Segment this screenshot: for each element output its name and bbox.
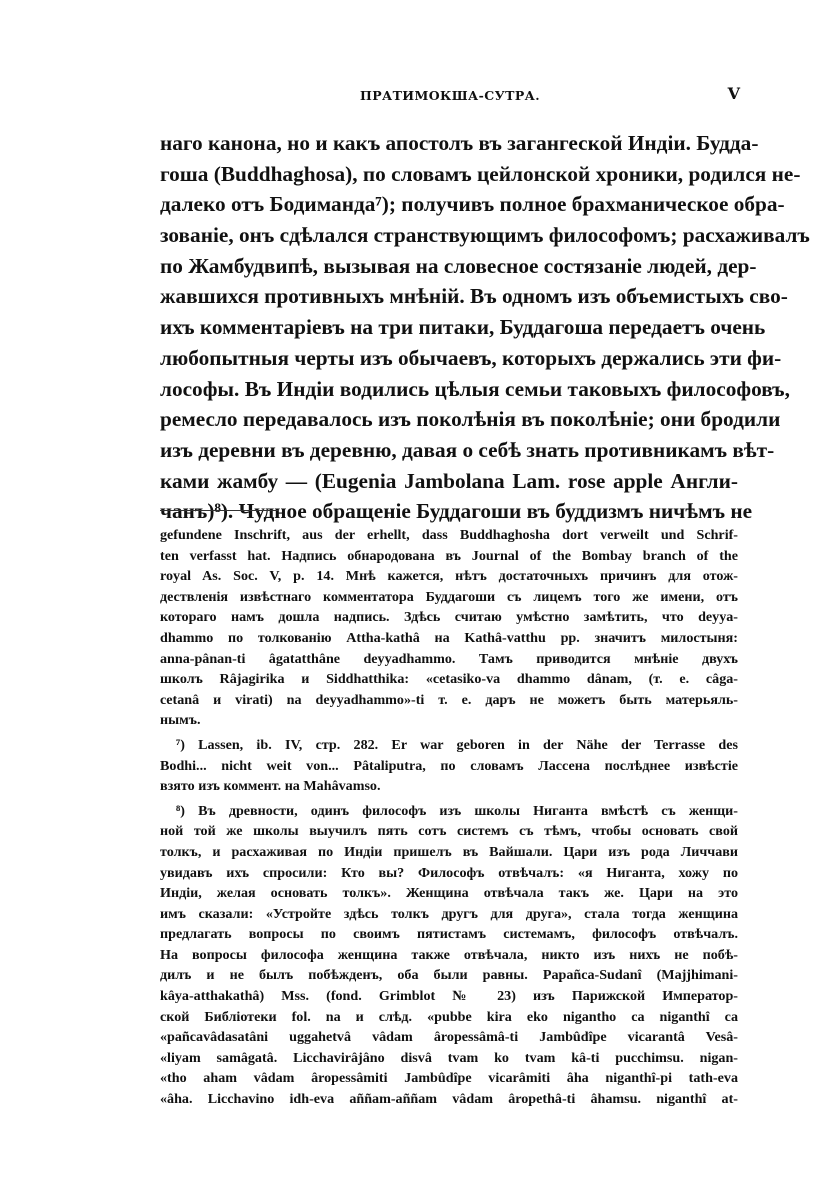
footnote-line: «liyam samâgatâ. Licchavirâjâno disvâ tvam ko tvam kâ-ti pucchimsu. nigan-	[160, 1049, 738, 1066]
text-line: гоша (Buddhaghosa), по словамъ цейлонской хроники, родился не-	[160, 161, 801, 186]
footnote-line: ной той же школы выучилъ пять сотъ системъ съ тѣмъ, чтобы основать свой	[160, 823, 738, 840]
footnote-line: dhammo по толкованію Attha-kathâ на Kathâ-vatthu pp. значитъ милостыня:	[160, 629, 738, 646]
footnote-line: «âha. Licchavino idh-eva aññam-aññam vâdam âropethâ-ti âhamsu. niganthî at-	[160, 1091, 738, 1108]
footnote-line: anna-pânan-ti âgatatthâne deyyadhammo. Тамъ приводится мнѣніе двухъ	[160, 650, 738, 667]
footnote-line: ской Библіотеки fol. na и слѣд. «pubbe kira eko nigantho ca niganthî ca	[160, 1008, 738, 1025]
text-line: изъ деревни въ деревню, давая о себѣ знать противникамъ вѣт-	[160, 437, 775, 462]
footnote-line: ⁸) Въ древности, одинъ философъ изъ школы Ниганта вмѣстѣ съ женщи-	[176, 802, 738, 819]
text-line: по Жамбудвипѣ, вызывая на словесное состязаніе людей, дер-	[160, 253, 757, 278]
running-title: ПРАТИМОКША-СУТРА.	[360, 88, 540, 103]
footnote-line: нымъ.	[160, 712, 201, 729]
footnote-line: увидавъ ихъ спросили: Кто вы? Философъ отвѣчалъ: «я Ниганта, хожу по	[160, 864, 738, 881]
footnote-line: школъ Râjagirika и Siddhatthika: «cetasiko-va dhammo dânam, (т. е. câga-	[160, 671, 738, 688]
footnote-line: «pañcavâdasatâni uggahetvâ vâdam âropessâmâ-ti Jambûdîpe vicarantâ Vesâ-	[160, 1029, 738, 1046]
footnote-line: ⁷) Lassen, ib. IV, стр. 282. Er war geboren in der Nähe der Terrasse des	[176, 736, 738, 753]
text-line: ремесло передавалось изъ поколѣнія въ поколѣніе; они бродили	[160, 407, 781, 432]
page-header	[160, 84, 740, 108]
footnote-line: предлагать вопросы по своимъ пятистамъ системамъ, философъ отвѣчалъ.	[160, 926, 738, 943]
footnote-line: ten verfasst hat. Надпись обнародована въ Journal of the Bombay branch of the	[160, 547, 738, 564]
footnote-line: royal As. Soc. V, p. 14. Мнѣ кажется, нѣтъ достаточныхъ причинъ для отож-	[160, 568, 738, 585]
text-line: жавшихся противныхъ мнѣній. Въ одномъ изъ объемистыхъ сво-	[160, 284, 788, 309]
footnote-line: Bodhi... nicht weit von... Pâtaliputra, по словамъ Лассена послѣднее извѣстіе	[160, 757, 738, 774]
text-line: чанъ)⁸). Чудное обращеніе Буддагоши въ буддизмъ ничѣмъ не	[160, 499, 753, 524]
footnotes	[160, 525, 738, 1110]
text-line: ихъ комментаріевъ на три питаки, Буддагоша передаетъ очень	[160, 315, 766, 340]
footnote-line: kâya-atthakathâ) Mss. (fond. Grimblot № 23) изъ Парижской Император-	[160, 988, 738, 1005]
footnote-line: дилъ и не былъ побѣжденъ, оба были равны. Papañca-Sudanî (Majjhimani-	[160, 967, 738, 984]
text-line: зованіе, онъ сдѣлался странствующимъ философомъ; расхаживалъ	[160, 223, 810, 248]
footnote-line: На вопросы философа женщина также отвѣчала, никто изъ нихъ не побѣ-	[160, 946, 738, 963]
footnote-line: gefundene Inschrift, aus der erhellt, dass Buddhaghosha dort verweilt und Schrif-	[160, 527, 738, 543]
page-number: V	[727, 84, 740, 103]
footnote-8	[160, 801, 738, 1110]
footnote-line: толкъ, и расхаживая по Индіи пришелъ въ Вайшали. Цари изъ рода Личчави	[160, 843, 738, 860]
footnote-line: дествленія извѣстнаго комментатора Буддагоши съ лицемъ того же имени, отъ	[160, 588, 738, 605]
text-line: далеко отъ Бодиманда⁷); получивъ полное брахманическое обра-	[160, 192, 785, 217]
footnote-line: cetanâ и virati) na deyyadhammo»-ti т. е. даръ не можетъ быть матерьяль-	[160, 691, 738, 708]
footnote-line: имъ сказали: «Устройте здѣсь толкъ другъ для друга», стала тогда женщина	[160, 905, 738, 922]
footnote-continuation	[160, 525, 738, 731]
text-line: лософы. Въ Индіи водились цѣлыя семьи таковыхъ философовъ,	[160, 376, 790, 401]
footnote-line: Индіи, желая основать толкъ». Женщина отвѣчала такъ же. Цари на это	[160, 885, 738, 902]
footnote-line: взято изъ коммент. на Mahâvamso.	[160, 778, 381, 795]
footnote-line: «tho aham vâdam âropessâmiti Jambûdîpe vicarâmiti âha niganthî-pi tath-eva	[160, 1070, 738, 1087]
text-line: наго канона, но и какъ апостолъ въ загангеской Индіи. Будда-	[160, 131, 759, 155]
text-line: ками жамбу — (Eugenia Jambolana Lam. rose apple Англи-	[160, 468, 738, 493]
footnote-line: котораго намъ дошла надпись. Здѣсь считаю умѣстно замѣтить, что deyya-	[160, 609, 738, 626]
text-line: любопытныя черты изъ обычаевъ, которыхъ держались эти фи-	[160, 345, 782, 370]
main-text	[160, 128, 810, 527]
footnote-separator	[160, 510, 278, 511]
footnote-7	[160, 735, 738, 797]
